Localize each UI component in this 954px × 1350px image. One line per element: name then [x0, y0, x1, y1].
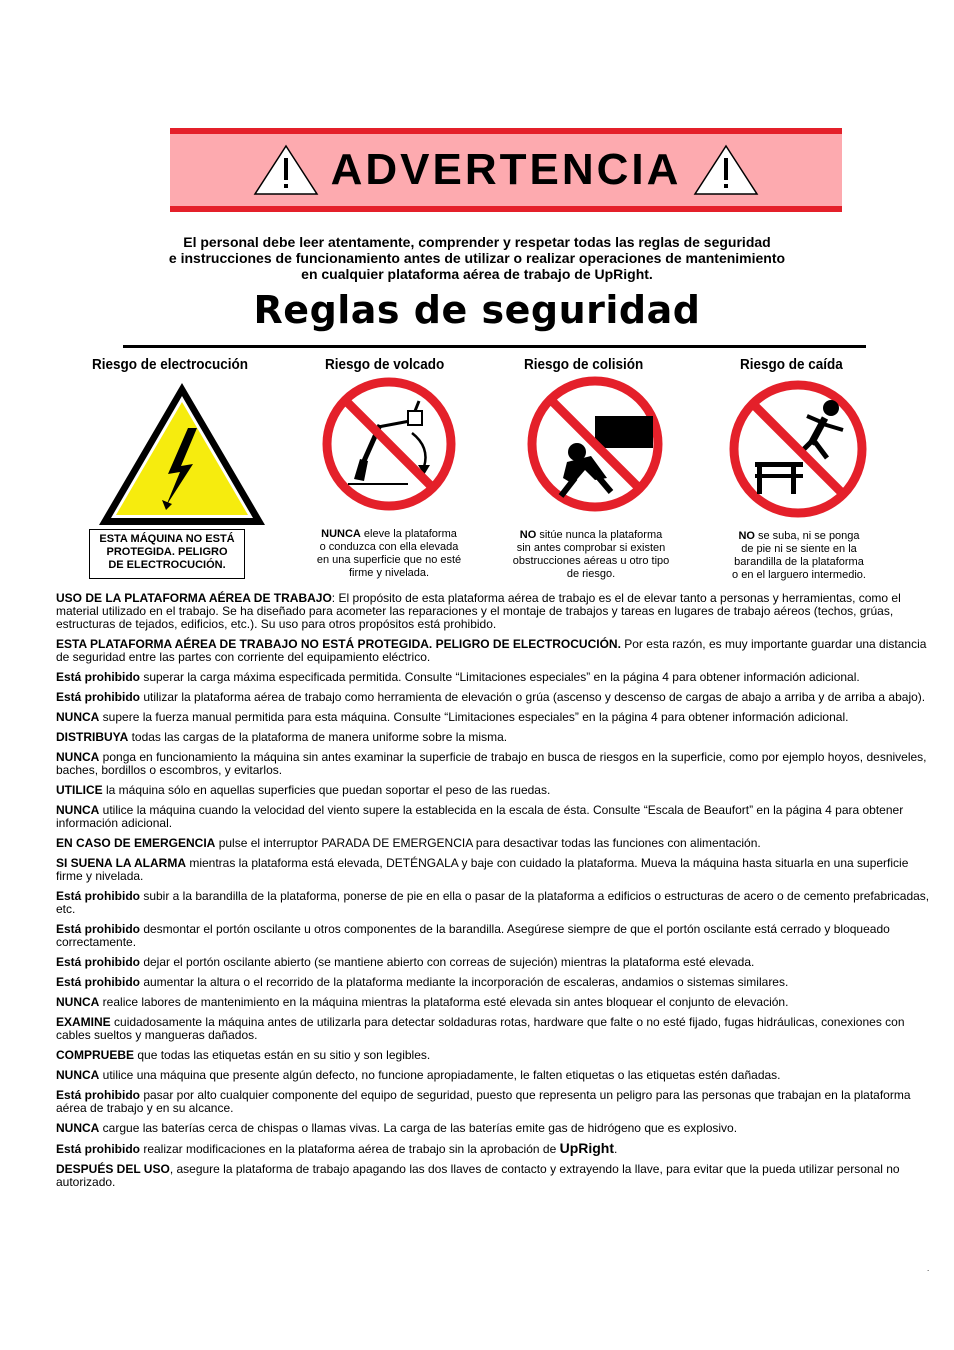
rule-text: que todas las etiquetas están en su sitio y son legibles. — [134, 1048, 431, 1062]
rule-lead: NUNCA — [56, 803, 100, 817]
title-rule — [123, 345, 866, 348]
safety-rule — [56, 890, 930, 916]
rule-lead: NUNCA — [56, 710, 100, 724]
safety-rule — [56, 996, 930, 1009]
section-title: Reglas de seguridad — [253, 288, 701, 332]
caption-lead: NUNCA — [321, 528, 361, 540]
safety-rule — [56, 1122, 930, 1135]
rule-lead: Está prohibido — [56, 922, 140, 936]
intro-line: El personal debe leer atentamente, comprender y respetar todas las reglas de seguridad — [183, 234, 771, 250]
electrocution-warning-line: ESTA MÁQUINA NO ESTÁ — [99, 533, 235, 545]
intro-line: e instrucciones de funcionamiento antes de utilizar o realizar operaciones de mantenimiento — [168, 250, 786, 266]
rule-text: Por esta razón, es muy importante guardar una distancia de seguridad entre las partes con corriente del equipamiento eléctrico. — [56, 637, 927, 664]
caption-line: se suba, ni se ponga — [754, 530, 860, 542]
rule-lead: EXAMINE — [56, 1015, 111, 1029]
rule-lead: Está prohibido — [56, 1088, 140, 1102]
caption-lead: NO — [738, 530, 755, 542]
rule-text: cuidadosamente la máquina antes de utilizarla para detectar soldaduras rotas, hardware que falte o no esté fijado, fugas hidráulicas, conexiones con cables sueltos y mangueras dañados. — [56, 1015, 905, 1042]
no-tipover-icon — [320, 375, 458, 513]
safety-rule — [56, 691, 930, 704]
banner-title: ADVERTENCIA — [330, 145, 682, 194]
caption-line: barandilla de la plataforma — [734, 556, 864, 568]
rule-lead: DESPUÉS DEL USO — [56, 1162, 170, 1176]
safety-rule — [56, 638, 930, 664]
safety-rule — [56, 1049, 930, 1062]
rule-text: la máquina sólo en aquellas superficies que puedan soportar el peso de las ruedas. — [102, 783, 551, 797]
electric-shock-icon — [96, 380, 268, 528]
safety-rule — [56, 711, 930, 724]
brand-name: UpRight — [559, 1140, 615, 1156]
caption-line: obstrucciones aéreas u otro tipo — [512, 555, 670, 567]
rule-lead: EN CASO DE EMERGENCIA — [56, 836, 216, 850]
safety-rule — [56, 923, 930, 949]
rule-lead: COMPRUEBE — [56, 1048, 135, 1062]
rule-text: superar la carga máxima especificada permitida. Consulte “Limitaciones especiales” en la página 4 para obtener información adicional. — [140, 670, 860, 684]
hazard-heading-electrocution: Riesgo de electrocución — [92, 356, 249, 373]
rule-text: : El propósito de esta plataforma aérea de trabajo es el de elevar tanto a personas y herramientas, como el material utilizado en el trabajo. Se ha diseñado para acometer las reparaciones y el montaje de trabajos y tareas en lugares de trabajo aéreos (techos, grúas, estructuras de tejados, edificios, etc.). Su uso para otros propósitos está prohibido. — [56, 591, 901, 631]
safety-rule — [56, 751, 930, 777]
rule-text: utilice una máquina que presente algún defecto, no funcione apropiadamente, le falten etiquetas o las etiquetas estén dañadas. — [99, 1068, 781, 1082]
rule-lead: Está prohibido — [56, 955, 140, 969]
rule-text: mientras la plataforma está elevada, DETÉNGALA y baje con cuidado la plataforma. Mueva la máquina hasta situarla en una superficie firme y nivelada. — [56, 856, 909, 883]
electrocution-warning-line: PROTEGIDA. PELIGRO — [106, 546, 228, 558]
footer-mark: . — [927, 1264, 930, 1273]
rule-text: utilice la máquina cuando la velocidad del viento supere la establecida en la escala de ésta. Consulte “Escala de Beaufort” en la página 4 para obtener información adicional. — [56, 803, 904, 830]
rule-lead: ESTA PLATAFORMA AÉREA DE TRABAJO NO ESTÁ PROTEGIDA. PELIGRO DE ELECTROCUCIÓN. — [56, 637, 621, 651]
safety-rule — [56, 671, 930, 684]
caption-line: en una superficie que no esté — [316, 554, 462, 566]
hazard-heading-collision: Riesgo de colisión — [524, 356, 644, 373]
electrocution-warning-line: DE ELECTROCUCIÓN. — [108, 559, 226, 571]
warning-banner — [170, 128, 842, 212]
rule-text: realizar modificaciones en la plataforma aérea de trabajo sin la aprobación de — [140, 1142, 560, 1156]
caption-line: firme y nivelada. — [348, 567, 430, 579]
warning-triangle-icon — [253, 144, 319, 196]
rule-text: desmontar el portón oscilante u otros componentes de la barandilla. Asegúrese siempre de que el portón oscilante está cerrado y bloqueado correctamente. — [56, 922, 890, 949]
safety-rule — [56, 731, 930, 744]
rule-lead: NUNCA — [56, 750, 100, 764]
rule-text: aumentar la altura o el recorrido de la plataforma mediante la incorporación de escaleras, andamios o sistemas similares. — [140, 975, 789, 989]
rule-text: utilizar la plataforma aérea de trabajo como herramienta de elevación o grúa (ascenso y descenso de cargas de abajo a arriba y de arriba a abajo). — [140, 690, 926, 704]
safety-rule — [56, 857, 930, 883]
electrocution-warning-box — [89, 529, 245, 579]
safety-rule — [56, 592, 930, 631]
rule-text: subir a la barandilla de la plataforma, ponerse de pie en ella o pasar de la plataforma a edificios o estructuras de acero o de cemento prefabricadas, etc. — [56, 889, 930, 916]
safety-rule — [56, 1163, 930, 1189]
hazard-heading-fall: Riesgo de caída — [740, 356, 843, 373]
collision-caption — [496, 529, 686, 581]
hazard-heading-tipover: Riesgo de volcado — [325, 356, 445, 373]
fall-caption — [712, 530, 886, 582]
safety-rule — [56, 1016, 930, 1042]
rule-text: ponga en funcionamiento la máquina sin antes examinar la superficie de trabajo en busca de riesgos en la superficie, como por ejemplo hoyos, desniveles, baches, bordillos o escombros, y evitarlos. — [56, 750, 927, 777]
rule-lead: Está prohibido — [56, 670, 140, 684]
safety-rule — [56, 976, 930, 989]
intro-text — [100, 234, 854, 282]
no-fall-icon — [727, 378, 869, 520]
warning-triangle-icon — [693, 144, 759, 196]
caption-line: o conduzca con ella elevada — [319, 541, 459, 553]
rule-tail: . — [614, 1142, 618, 1156]
rule-text: todas las cargas de la plataforma de manera uniforme sobre la misma. — [128, 730, 508, 744]
rule-text: , asegure la plataforma de trabajo apagando las dos llaves de contacto y extrayendo la llave, para evitar que la pueda utilizar personal no autorizado. — [56, 1162, 900, 1189]
rule-text: realice labores de mantenimiento en la máquina mientras la plataforma esté elevada sin antes bloquear el conjunto de elevación. — [99, 995, 789, 1009]
rule-text: pulse el interruptor PARADA DE EMERGENCIA para desactivar todas las funciones con alimentación. — [215, 836, 761, 850]
rule-text: dejar el portón oscilante abierto (se mantiene abierto con correas de sujeción) mientras la plataforma esté elevada. — [140, 955, 755, 969]
rule-text: cargue las baterías cerca de chispas o llamas vivas. La carga de las baterías emite gas de hidrógeno que es explosivo. — [99, 1121, 738, 1135]
safety-rule — [56, 1069, 930, 1082]
rule-lead: SI SUENA LA ALARMA — [56, 856, 186, 870]
no-collision-icon — [525, 374, 665, 514]
safety-rule — [56, 1089, 930, 1115]
safety-rule — [56, 837, 930, 850]
caption-lead: NO — [519, 529, 537, 541]
caption-line: sin antes comprobar si existen — [516, 542, 666, 554]
caption-line: de riesgo. — [566, 568, 616, 580]
rule-lead: NUNCA — [56, 1121, 100, 1135]
rule-lead: DISTRIBUYA — [56, 730, 129, 744]
safety-rule — [56, 804, 930, 830]
caption-line: de pie ni se siente en la — [741, 543, 857, 555]
rule-lead: Está prohibido — [56, 889, 140, 903]
rule-lead: Está prohibido — [56, 690, 140, 704]
safety-rule — [56, 956, 930, 969]
safety-rules-list — [56, 592, 930, 1196]
rule-text: supere la fuerza manual permitida para esta máquina. Consulte “Limitaciones especiales” en la página 4 para obtener información adicional. — [99, 710, 849, 724]
rule-lead: NUNCA — [56, 995, 100, 1009]
rule-lead: Está prohibido — [56, 1142, 140, 1156]
tipover-caption — [300, 528, 478, 580]
rule-lead: USO DE LA PLATAFORMA AÉREA DE TRABAJO — [56, 591, 332, 605]
safety-rule — [56, 1142, 930, 1156]
rule-lead: NUNCA — [56, 1068, 100, 1082]
intro-line: en cualquier plataforma aérea de trabajo de UpRight. — [301, 266, 653, 282]
caption-line: eleve la plataforma — [360, 528, 457, 540]
caption-line: o en el larguero intermedio. — [732, 569, 866, 581]
rule-lead: UTILICE — [56, 783, 103, 797]
safety-rule — [56, 784, 930, 797]
rule-lead: Está prohibido — [56, 975, 140, 989]
caption-line: sitúe nunca la plataforma — [536, 529, 663, 541]
rule-text: pasar por alto cualquier componente del equipo de seguridad, puesto que representa un peligro para las personas que trabajan en la plataforma aérea de trabajo y en su alcance. — [56, 1088, 911, 1115]
